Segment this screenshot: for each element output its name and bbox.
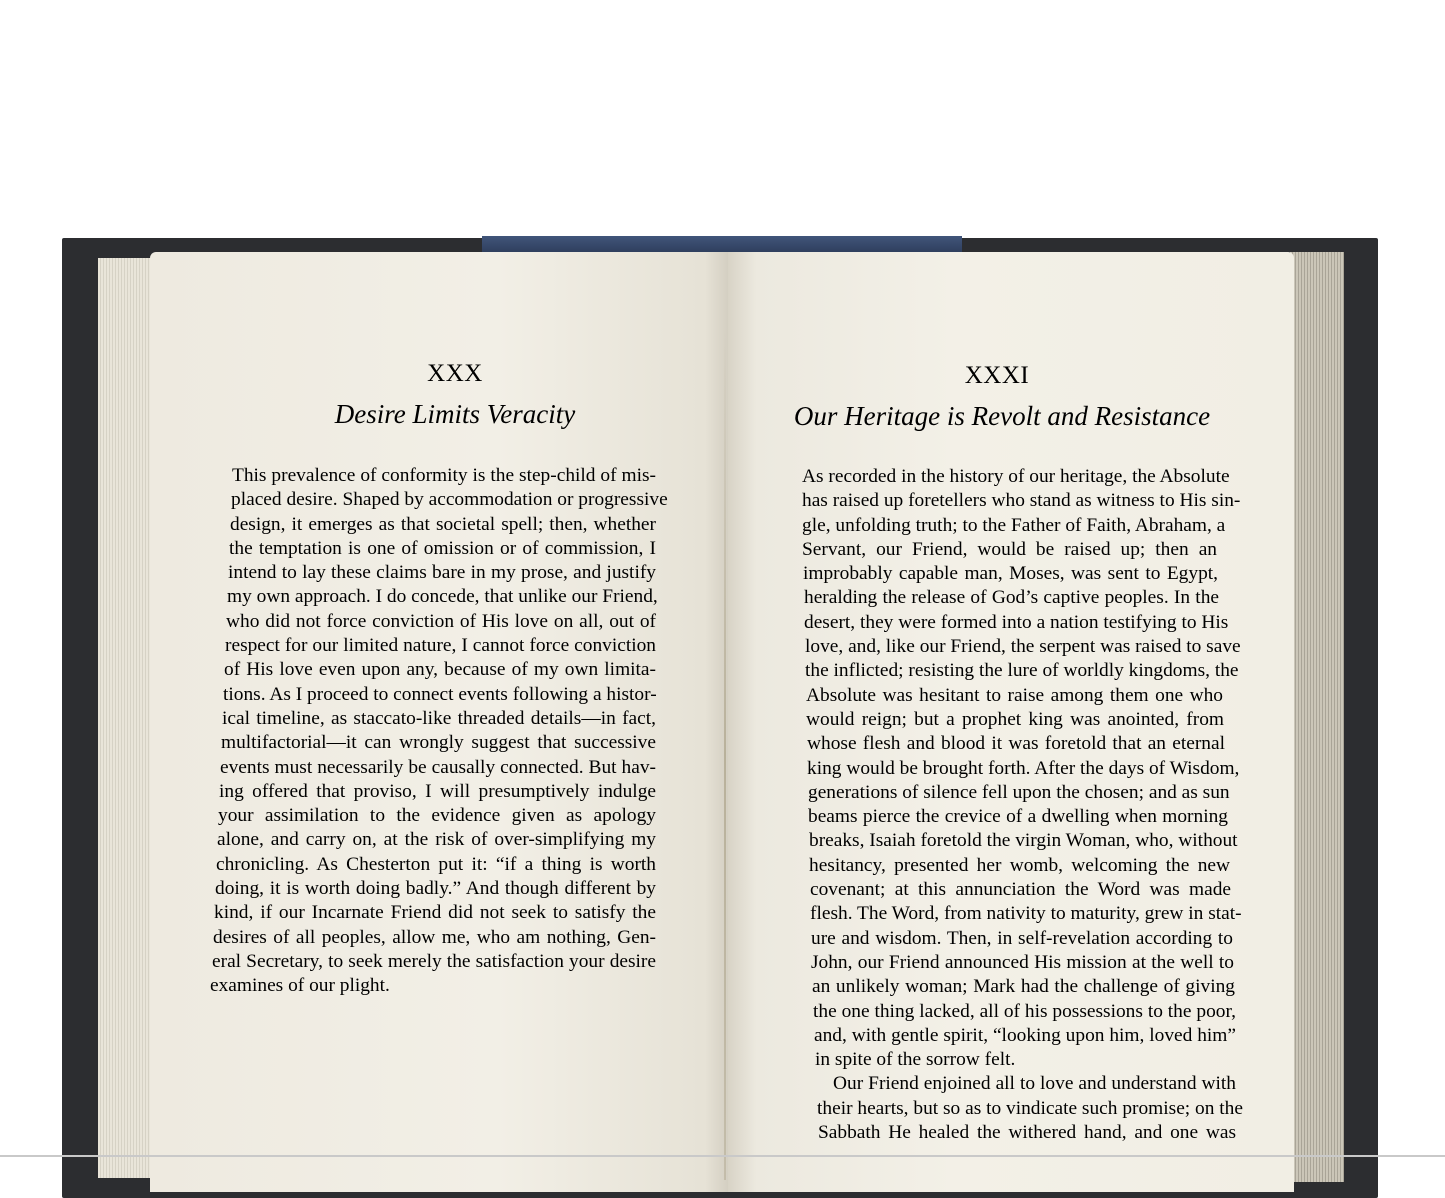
right-text-line: heralding the release of God’s captive peoples. In the [804, 587, 1219, 609]
left-text-line: my own approach. I do concede, that unlike our Friend, [227, 586, 658, 608]
left-text-line: of His love even upon any, because of my own limita- [224, 659, 656, 681]
right-chapter-title: Our Heritage is Revolt and Resistance [793, 401, 1211, 431]
right-text-line: gle, unfolding truth; to the Father of Faith, Abraham, a [802, 514, 1226, 536]
right-text-line: would reign; but a prophet king was anointed, from [806, 708, 1224, 730]
right-text-line: Absolute was hesitant to raise among them one who [806, 684, 1223, 706]
right-text-line: covenant; at this annunciation the Word was made [810, 879, 1231, 901]
left-text-line: eral Secretary, to seek merely the satisfaction your desire [212, 950, 656, 972]
left-text-line: examines of our plight. [210, 975, 390, 997]
left-body-text [210, 464, 668, 999]
left-chapter-number: XXX [427, 360, 483, 387]
right-body-text [802, 465, 1243, 1145]
right-text-line: Sabbath He healed the withered hand, and one was [818, 1122, 1236, 1144]
right-text-line: the inflicted; resisting the lure of worldly kingdoms, the [805, 660, 1239, 682]
left-text-line: ical timeline, as staccato-like threaded details—in fact, [222, 707, 656, 729]
right-text-line: whose flesh and blood it was foretold that an eternal [807, 733, 1225, 755]
left-text-line: desires of all peoples, allow me, who am nothing, Gen- [213, 926, 656, 948]
book-spine-cloth [482, 236, 962, 252]
left-text-line: doing, it is worth doing badly.” And though different by [215, 878, 656, 900]
right-text-line: ure and wisdom. Then, in self-revelation according to [811, 927, 1233, 949]
left-text-line: This prevalence of conformity is the step-child of mis- [232, 465, 656, 486]
right-text-line: improbably capable man, Moses, was sent to Egypt, [803, 563, 1218, 585]
right-text-line: their hearts, but so as to vindicate such promise; on the [817, 1097, 1243, 1119]
left-text-line: alone, and carry on, at the risk of over-simplifying my [217, 829, 656, 851]
right-text-line: in spite of the sorrow felt. [815, 1049, 1016, 1071]
right-text-line: John, our Friend announced His mission at the well to [811, 951, 1234, 973]
left-text-line: multifactorial—it can wrongly suggest that successive [221, 732, 656, 754]
book-gutter [724, 330, 726, 1180]
right-text-line: beams pierce the crevice of a dwelling when morning [808, 806, 1228, 828]
right-text-line: king would be brought forth. After the days of Wisdom, [807, 757, 1240, 779]
left-text-line: intend to lay these claims bare in my prose, and justify [228, 562, 656, 584]
right-text-line: Servant, our Friend, would be raised up; then an [802, 538, 1217, 560]
right-text-line: Our Friend enjoined all to love and understand with [833, 1073, 1236, 1095]
left-text-line: events must necessarily be causally connected. But hav- [220, 756, 656, 778]
left-text-line: the temptation is one of omission or of commission, I [229, 537, 656, 559]
left-text-line: kind, if our Incarnate Friend did not seek to satisfy the [214, 902, 656, 924]
left-page-edges [98, 258, 158, 1178]
left-text-line: tions. As I proceed to connect events following a histor- [223, 683, 657, 705]
right-text-line: an unlikely woman; Mark had the challenge of giving [812, 976, 1235, 998]
right-text-line: desert, they were formed into a nation testifying to His [804, 611, 1229, 633]
right-text-line: hesitancy, presented her womb, welcoming the new [809, 854, 1230, 876]
left-chapter-title: Desire Limits Veracity [334, 399, 576, 429]
right-text-line: love, and, like our Friend, the serpent was raised to save [805, 636, 1241, 658]
left-text-line: chronicling. As Chesterton put it: “if a thing is worth [216, 853, 656, 875]
right-text-line: the one thing lacked, all of his possessions to the poor, [813, 1000, 1236, 1022]
right-text-line: generations of silence fell upon the chosen; and as sun [808, 781, 1230, 803]
right-text-line: breaks, Isaiah foretold the virgin Woman, who, without [809, 830, 1238, 852]
right-text-line: has raised up foretellers who stand as witness to His sin- [802, 490, 1241, 512]
left-text-line: who did not force conviction of His love on all, out of [226, 610, 656, 632]
right-page-edges [1290, 252, 1344, 1182]
left-text-line: respect for our limited nature, I cannot force conviction [225, 635, 656, 657]
left-text-line: placed desire. Shaped by accommodation or progressive [231, 489, 668, 511]
right-text-line: flesh. The Word, from nativity to maturity, grew in stat- [810, 903, 1242, 925]
right-chapter-number: XXXI [964, 362, 1030, 389]
right-text-line: As recorded in the history of our heritage, the Absolute [802, 466, 1230, 487]
left-text-line: your assimilation to the evidence given as apology [218, 805, 656, 827]
left-text-line: design, it emerges as that societal spell; then, whether [230, 513, 656, 535]
right-text-line: and, with gentle spirit, “looking upon him, loved him” [814, 1024, 1236, 1046]
left-text-line: ing offered that proviso, I will presumptively indulge [219, 780, 656, 802]
